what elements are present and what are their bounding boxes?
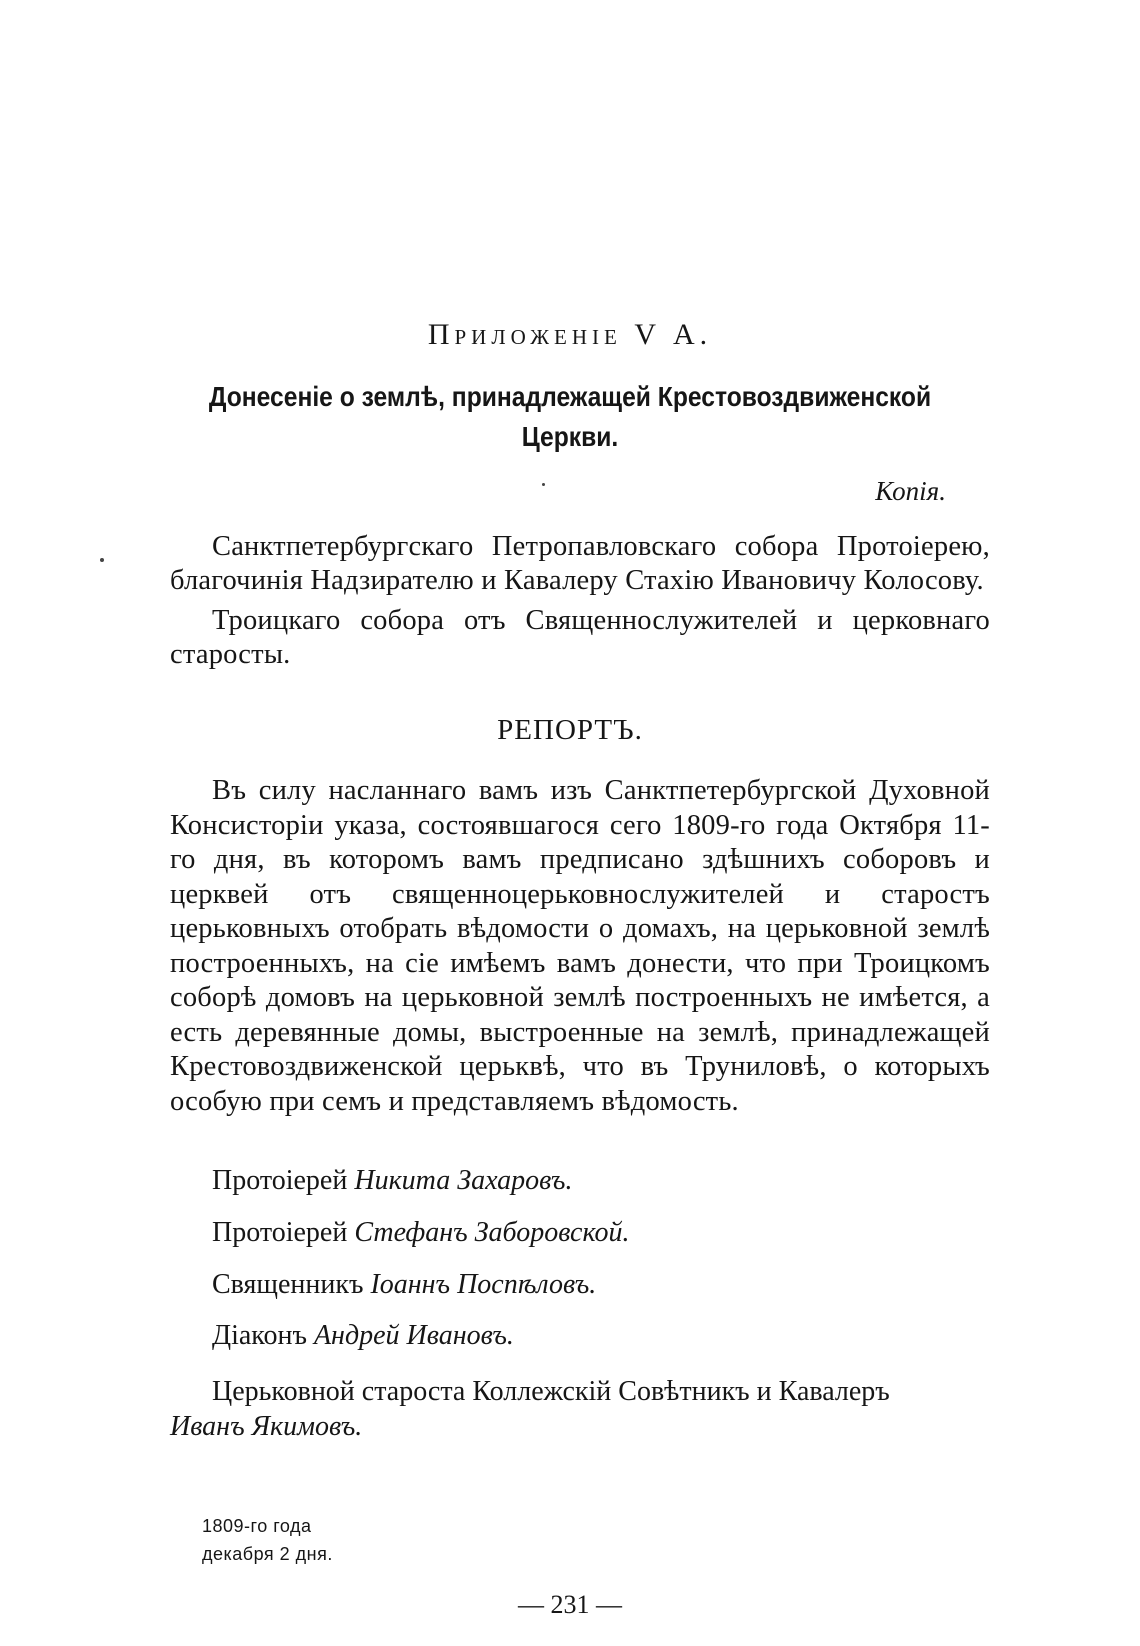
warden-name: Иванъ Якимовъ. [170, 1411, 363, 1442]
report-paragraph: Въ силу насланнаго вамъ изъ Санктпетербургской Духовной Консисторіи указа, состоявшагося сего 1809-го года Октября 11-го дня, въ которомъ вамъ предписано здѣшнихъ соборовъ и церквей отъ священноцерьковнослужителей и старостъ церьковныхъ отобрать вѣдомости о домахъ, на церьковной землѣ построенныхъ, на сіе имѣемъ вамъ донести, что при Троицкомъ соборѣ домовъ на церьковной землѣ построенныхъ не имѣется, а есть деревянные домы, выстроенные на землѣ, принадлежащей Крестовоздвиженской церьквѣ, что въ Труниловѣ, о которыхъ особую при семъ и представляемъ вѣдомость. [170, 775, 990, 1117]
signature-4 [212, 1320, 514, 1352]
signature-title: Протоіерей [212, 1217, 348, 1248]
date-line-2: декабря 2 дня. [202, 1544, 333, 1564]
signature-title: Протоіерей [212, 1165, 348, 1196]
scan-speck [100, 558, 104, 562]
sender-paragraph: Троицкаго собора отъ Священнослужителей и церковнаго старосты. [170, 605, 990, 670]
signature-name: Никита Захаровъ. [354, 1165, 573, 1196]
document-heading [200, 377, 939, 457]
signature-name: Стефанъ Заборовской. [354, 1217, 630, 1248]
heading-line-2: Церкви. [521, 421, 619, 452]
address-block [170, 530, 990, 672]
date-line-1: 1809-го года [202, 1516, 312, 1536]
signature-1 [212, 1165, 572, 1197]
signature-title: Діаконъ [212, 1320, 307, 1351]
warden-signature [170, 1374, 990, 1444]
warden-title: Церьковной староста Коллежскій Совѣтникъ и Кавалеръ [212, 1376, 890, 1407]
heading-line-1: Донесеніе о землѣ, принадлежащей Крестовоздвиженской [208, 381, 932, 412]
appendix-label: Приложеніе V А. [427, 318, 713, 351]
warden-paragraph [170, 1374, 990, 1444]
signature-3 [212, 1269, 596, 1301]
report-body [170, 774, 990, 1119]
signature-name: Андрей Ивановъ. [313, 1320, 514, 1351]
page-number: — 231 — [518, 1590, 622, 1619]
signature-title: Священникъ [212, 1269, 364, 1300]
signature-name: Іоаннъ Поспѣловъ. [370, 1269, 597, 1300]
recipient-paragraph: Санктпетербургскаго Петропавловскаго собора Протоіерею, благочинія Надзирателю и Кавалеру Стахію Ивановичу Колосову. [170, 531, 990, 596]
document-date [202, 1512, 333, 1568]
copy-mark: Копія. [875, 476, 946, 506]
scan-speck [542, 483, 545, 486]
report-title: РЕПОРТЪ. [497, 714, 643, 746]
signature-2 [212, 1217, 630, 1249]
